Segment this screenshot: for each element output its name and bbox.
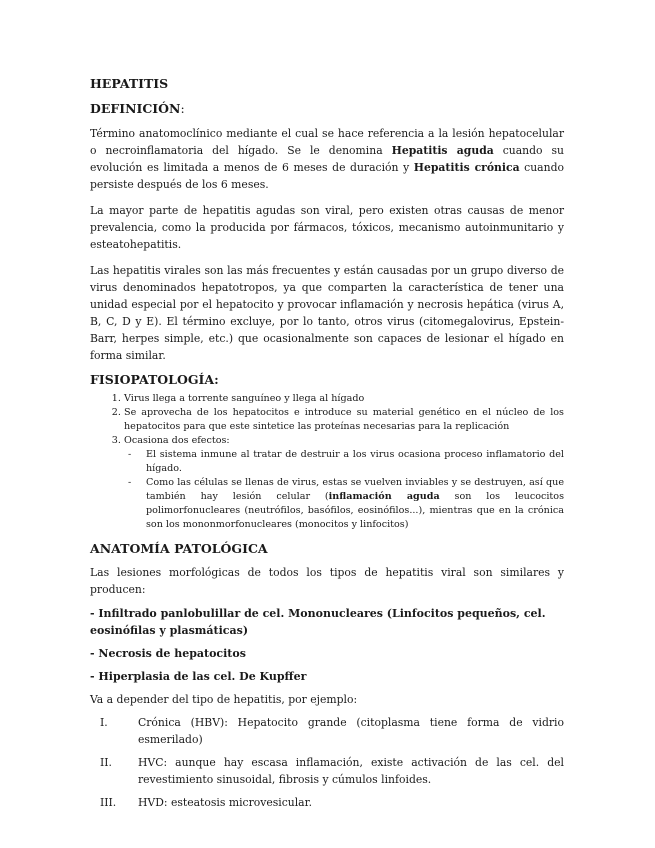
term-hepatitis-aguda: Hepatitis aguda	[391, 144, 494, 157]
roman-text: HVD: esteatosis microvesicular.	[138, 796, 313, 809]
definicion-paragraph-2: La mayor parte de hepatitis agudas son viral, pero existen otras causas de menor prevalencia, como la producida por fármacos, tóxicos, mecanismo autoinmunitario y esteatohepatitis.	[90, 204, 564, 251]
list-item: 2. Se aprovecha de los hepatocitos e introduce su material genético en el núcleo de los hepatocitos para que este sintetice las proteínas necesarias para la replicación	[124, 406, 564, 434]
fisiopatologia-list	[90, 392, 564, 448]
list-item	[124, 434, 564, 448]
sublist-item	[128, 476, 564, 532]
list-item	[90, 794, 564, 811]
roman-numeral: III.	[100, 796, 117, 809]
lesion-infiltrado-text-a: - Infiltrado panlobulillar de cel. Mononucleares (	[90, 607, 392, 620]
fisiopatologia-heading: FISIOPATOLOGÍA:	[90, 372, 219, 387]
anatomia-heading: ANATOMÍA PATOLÓGICA	[90, 541, 268, 556]
sublist-item: - El sistema inmune al tratar de destruir a los virus ocasiona proceso inflamatorio del hígado.	[128, 448, 564, 476]
definicion-p1-text-e: cuando persiste después de los 6 meses.	[90, 161, 564, 191]
lesion-necrosis: - Necrosis de hepatocitos	[90, 647, 246, 660]
list-item	[90, 754, 564, 788]
list-item-text: Ocasiona dos efectos:	[124, 435, 230, 446]
definicion-p1-text-c: cuando su evolución es limitada a menos de 6 meses de duración y	[90, 144, 564, 174]
lesion-infiltrado-text-b: Linfocitos pequeños, cel. eosinófilas y plasmáticas	[90, 607, 546, 637]
definicion-p1-text-a: Término anatomoclínico mediante el cual se hace referencia a la lesión hepatocelular o necroinflamatoria del hígado. Se le denomina	[90, 127, 564, 157]
roman-numeral: I.	[100, 716, 108, 729]
anatomia-intro: Las lesiones morfológicas de todos los tipos de hepatitis viral son similares y producen:	[90, 566, 564, 596]
roman-text: Crónica (HBV): Hepatocito grande (citoplasma tiene forma de vidrio esmerilado)	[138, 716, 564, 746]
depende-text: Va a depender del tipo de hepatitis, por ejemplo:	[90, 693, 358, 706]
list-item	[90, 714, 564, 748]
document-title: HEPATITIS	[90, 76, 169, 91]
term-inflamacion-aguda: inflamación aguda	[328, 491, 440, 502]
definicion-heading	[90, 101, 564, 116]
lesion-hiperplasia: - Hiperplasia de las cel. De Kupffer	[90, 670, 307, 683]
lesion-infiltrado	[90, 605, 564, 639]
sublist-text-a: Como las células se llenas de virus, estas se vuelven inviables y se destruyen, así que también hay lesión celular (	[146, 477, 564, 502]
term-hepatitis-cronica: Hepatitis crónica	[413, 161, 520, 174]
definicion-paragraph-3: Las hepatitis virales son las más frecuentes y están causadas por un grupo diverso de virus denominados hepatotropos, ya que comparten la característica de tener una unidad especial por el hepatocito y provocar inflamación y necrosis hepática (virus A, B, C, D y E). El término excluye, por lo tanto, otros virus (citomegalovirus, Epstein-Barr, herpes simple, etc.) que ocasionalmente son capaces de lesionar el hígado en forma similar.	[90, 264, 564, 362]
definicion-heading-text: DEFINICIÓN	[90, 101, 181, 116]
sublist-text-c: son los leucocitos polimorfonucleares (neutrófilos, basófilos, eosinófilos...), mientras que en la crónica son los mononmorfonucleares (monocitos y linfocitos)	[146, 491, 564, 530]
lesion-infiltrado-text-c: )	[242, 624, 249, 637]
roman-numeral: II.	[100, 756, 112, 769]
list-item: 1. Virus llega a torrente sanguíneo y llega al hígado	[124, 392, 564, 406]
tipos-list	[90, 714, 564, 811]
efectos-sublist	[90, 448, 564, 532]
document-page	[90, 70, 564, 811]
definicion-paragraph-1	[90, 125, 564, 193]
roman-text: HVC: aunque hay escasa inflamación, existe activación de las cel. del revestimiento sinusoidal, fibrosis y cúmulos linfoides.	[138, 756, 564, 786]
definicion-heading-colon: :	[180, 101, 185, 116]
